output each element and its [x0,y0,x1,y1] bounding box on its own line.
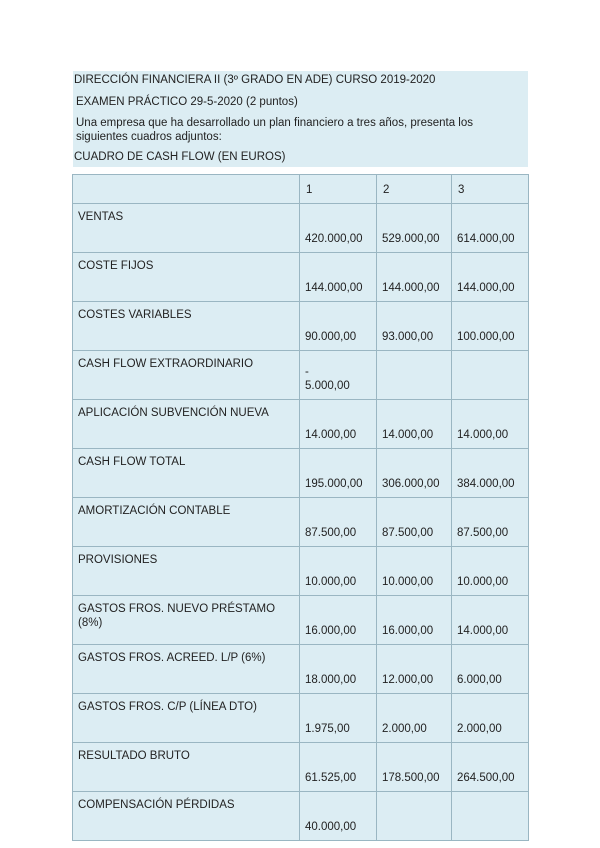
row-label: COSTES VARIABLES [73,302,300,351]
value-cell-year-3 [452,596,529,645]
cell-value: 178.500,00 [382,772,440,784]
row-label: PROVISIONES [73,547,300,596]
value-cell-year-2 [377,449,452,498]
cell-value: 420.000,00 [305,233,363,245]
table-row [73,743,529,792]
row-label: CASH FLOW EXTRAORDINARIO [73,351,300,400]
value-cell-year-3 [452,498,529,547]
cell-value: 18.000,00 [305,674,357,686]
cell-value: 87.500,00 [305,527,357,539]
cell-value: 14.000,00 [457,625,509,637]
value-cell-year-3 [452,449,529,498]
cell-value: 529.000,00 [382,233,440,245]
row-label: COSTE FIJOS [73,253,300,302]
value-cell-year-1 [300,694,377,743]
table-row [73,596,529,645]
value-cell-year-1 [300,400,377,449]
table-row [73,498,529,547]
table-row [73,253,529,302]
cell-value: 10.000,00 [382,576,434,588]
value-cell-year-3 [452,351,529,400]
table-row [73,400,529,449]
row-label: AMORTIZACIÓN CONTABLE [73,498,300,547]
table-row [73,645,529,694]
cell-value: 10.000,00 [457,576,509,588]
table-header-row [73,175,529,204]
cell-value: 144.000,00 [457,282,515,294]
cell-value: 100.000,00 [457,331,515,343]
value-cell-year-3 [452,547,529,596]
cell-value: 2.000,00 [382,723,427,735]
cell-value: 195.000,00 [305,478,363,490]
header-cell-year-1: 1 [300,175,377,204]
value-cell-year-2 [377,253,452,302]
cell-value: 5.000,00 [305,380,350,392]
value-cell-year-2 [377,400,452,449]
header-cell-year-2: 2 [377,175,452,204]
value-cell-year-3 [452,694,529,743]
value-cell-year-2 [377,792,452,841]
value-cell-year-1 [300,204,377,253]
row-label: GASTOS FROS. NUEVO PRÉSTAMO (8%) [73,596,300,645]
cell-value: 14.000,00 [305,429,357,441]
value-cell-year-1 [300,449,377,498]
value-cell-year-2 [377,596,452,645]
table-row [73,792,529,841]
exam-subtitle: EXAMEN PRÁCTICO 29-5-2020 (2 puntos) [76,96,298,108]
value-cell-year-1 [300,253,377,302]
cell-value: 93.000,00 [382,331,434,343]
cell-value: 144.000,00 [305,282,363,294]
value-cell-year-2 [377,645,452,694]
row-label: VENTAS [73,204,300,253]
row-label: APLICACIÓN SUBVENCIÓN NUEVA [73,400,300,449]
value-cell-year-2 [377,351,452,400]
table-row [73,547,529,596]
cell-value: 12.000,00 [382,674,434,686]
negative-sign: - [305,366,309,378]
value-cell-year-2 [377,498,452,547]
value-cell-year-1 [300,302,377,351]
cell-value: 144.000,00 [382,282,440,294]
value-cell-year-1 [300,645,377,694]
row-label: RESULTADO BRUTO [73,743,300,792]
value-cell-year-2 [377,547,452,596]
value-cell-year-3 [452,792,529,841]
cell-value: 16.000,00 [382,625,434,637]
cell-value: 264.500,00 [457,772,515,784]
value-cell-year-1 [300,351,377,400]
value-cell-year-1 [300,792,377,841]
cell-value: 40.000,00 [305,821,357,833]
value-cell-year-2 [377,204,452,253]
row-label: GASTOS FROS. C/P (LÍNEA DTO) [73,694,300,743]
cell-value: 16.000,00 [305,625,357,637]
table-title: CUADRO DE CASH FLOW (EN EUROS) [74,151,286,163]
cell-value: 10.000,00 [305,576,357,588]
value-cell-year-2 [377,302,452,351]
cell-value: 384.000,00 [457,478,515,490]
cell-value: 2.000,00 [457,723,502,735]
cell-value: 61.525,00 [305,772,357,784]
value-cell-year-1 [300,547,377,596]
table-row [73,302,529,351]
header-cell-empty [73,175,300,204]
table-row [73,449,529,498]
value-cell-year-3 [452,645,529,694]
cell-value: 87.500,00 [457,527,509,539]
header-cell-year-3: 3 [452,175,529,204]
table-row [73,694,529,743]
value-cell-year-3 [452,400,529,449]
document-title: DIRECCIÓN FINANCIERA II (3º GRADO EN ADE) CURSO 2019-2020 [74,74,436,86]
value-cell-year-2 [377,743,452,792]
cell-value: 14.000,00 [382,429,434,441]
value-cell-year-3 [452,253,529,302]
value-cell-year-3 [452,204,529,253]
table-row [73,351,529,400]
row-label: GASTOS FROS. ACREED. L/P (6%) [73,645,300,694]
value-cell-year-2 [377,694,452,743]
document-header [73,71,528,167]
cell-value: 14.000,00 [457,429,509,441]
cell-value: 614.000,00 [457,233,515,245]
intro-paragraph: Una empresa que ha desarrollado un plan financiero a tres años, presenta los siguientes cuadros adjuntos: [76,117,473,143]
cell-value: 87.500,00 [382,527,434,539]
value-cell-year-1 [300,498,377,547]
value-cell-year-3 [452,743,529,792]
cell-value: 306.000,00 [382,478,440,490]
cell-value: 90.000,00 [305,331,357,343]
row-label: CASH FLOW TOTAL [73,449,300,498]
value-cell-year-1 [300,743,377,792]
cell-value: 6.000,00 [457,674,502,686]
value-cell-year-3 [452,302,529,351]
cell-value: 1.975,00 [305,723,350,735]
cash-flow-table [72,174,529,841]
row-label: COMPENSACIÓN PÉRDIDAS [73,792,300,841]
table-row [73,204,529,253]
value-cell-year-1 [300,596,377,645]
